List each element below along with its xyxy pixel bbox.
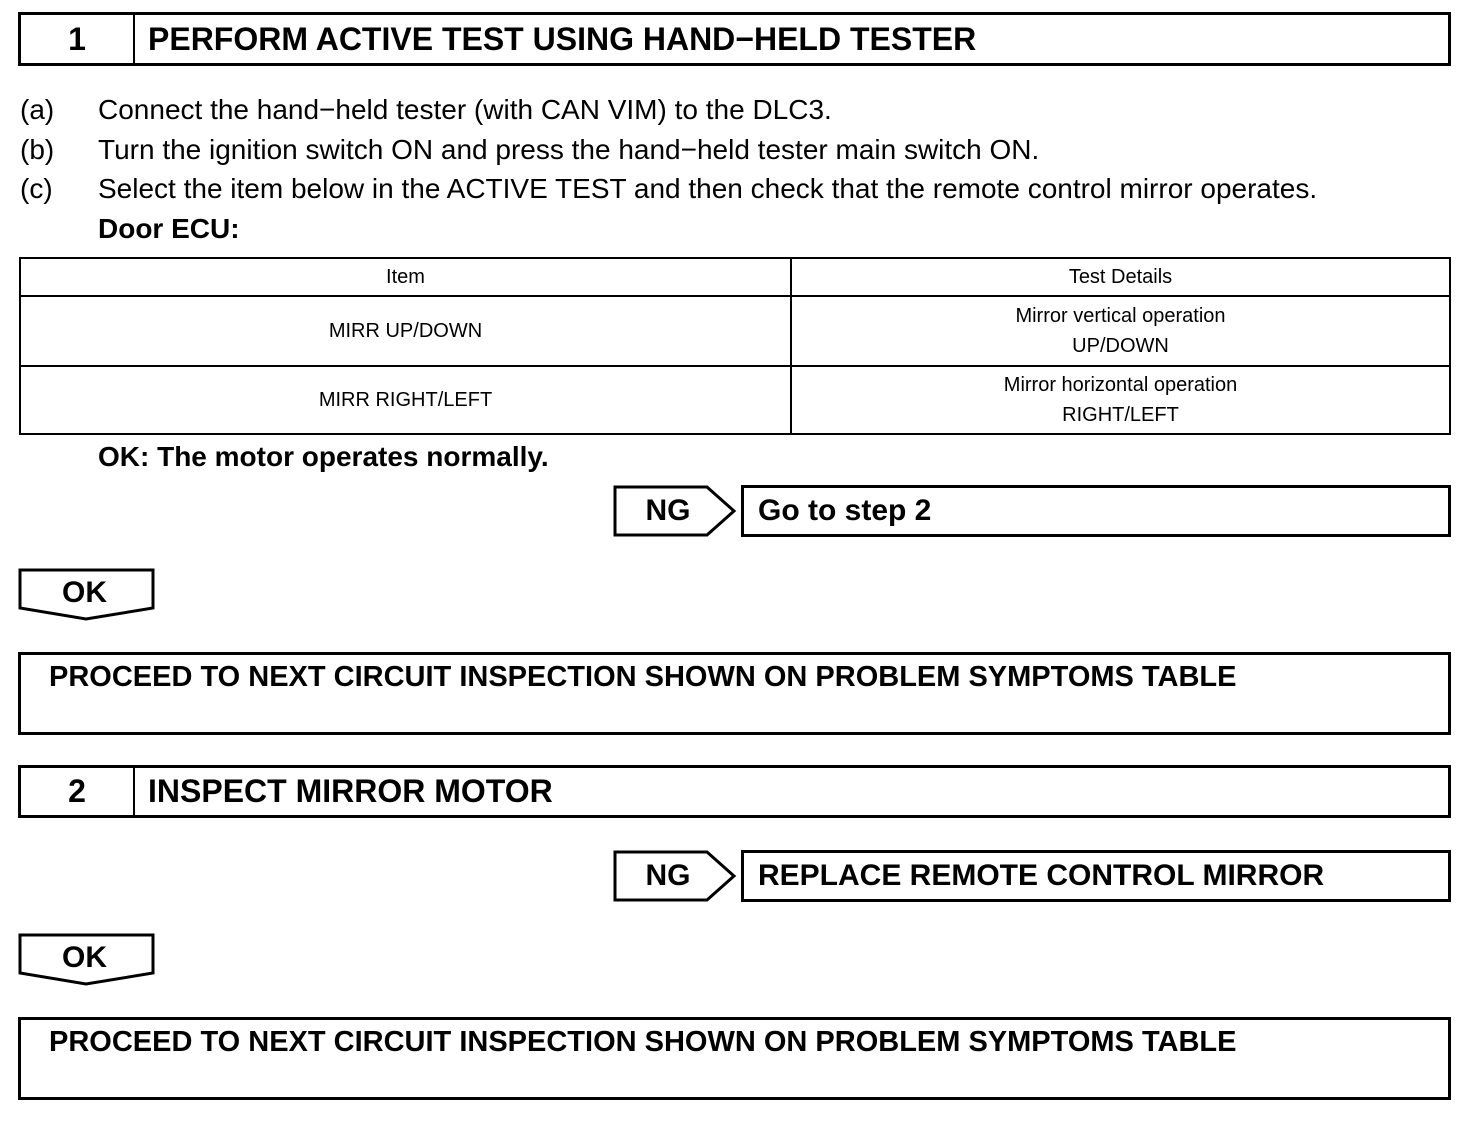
- step-1-number: 1: [21, 15, 135, 63]
- instruction-b-text: Turn the ignition switch ON and press the hand−held tester main switch ON.: [98, 134, 1040, 165]
- details-line-1: Mirror vertical operation: [1015, 305, 1226, 327]
- ok-criteria: OK: The motor operates normally.: [98, 441, 549, 472]
- step-2-ng-arrow: [613, 850, 738, 902]
- step-1-title: PERFORM ACTIVE TEST USING HAND−HELD TESTER: [148, 20, 977, 57]
- instruction-c-label: (c): [20, 173, 53, 204]
- table-caption: Door ECU:: [98, 213, 240, 244]
- instruction-c-text: Select the item below in the ACTIVE TEST and then check that the remote control mirror operates.: [98, 173, 1318, 204]
- step-2-ng-label: NG: [645, 859, 691, 892]
- step-2-header: [18, 765, 1451, 818]
- step-1-ok-result: PROCEED TO NEXT CIRCUIT INSPECTION SHOWN ON PROBLEM SYMPTOMS TABLE: [18, 652, 1451, 735]
- step-2-ok-result: PROCEED TO NEXT CIRCUIT INSPECTION SHOWN ON PROBLEM SYMPTOMS TABLE: [18, 1017, 1451, 1100]
- instruction-a: [20, 96, 832, 124]
- details-line-2: UP/DOWN: [1072, 335, 1169, 357]
- table-header-item: Item: [20, 258, 791, 296]
- instruction-a-text: Connect the hand−held tester (with CAN VIM) to the DLC3.: [98, 94, 832, 125]
- details-line-1: Mirror horizontal operation: [1003, 374, 1238, 396]
- step-1-ok-label: OK: [62, 576, 107, 609]
- table-cell-details: [791, 366, 1450, 434]
- step-1-ok-arrow: [18, 568, 156, 621]
- step-1-ng-arrow: [613, 485, 738, 537]
- table-cell-details: [791, 296, 1450, 366]
- step-2-title: INSPECT MIRROR MOTOR: [148, 773, 553, 809]
- instruction-c: [20, 175, 1317, 203]
- step-2-ok-arrow: [18, 933, 156, 986]
- instruction-b: [20, 136, 1039, 164]
- step-1-ng-label: NG: [645, 494, 691, 527]
- instruction-a-label: (a): [20, 94, 55, 125]
- step-2-number: 2: [21, 768, 135, 815]
- table-header-test-details: Test Details: [791, 258, 1450, 296]
- step-1-header: [18, 12, 1451, 66]
- table-cell-item: MIRR UP/DOWN: [20, 296, 791, 366]
- step-2-ng-result: REPLACE REMOTE CONTROL MIRROR: [741, 850, 1451, 902]
- step-1-ng-result: Go to step 2: [741, 485, 1451, 537]
- step-2-ok-label: OK: [62, 941, 107, 974]
- active-test-table: [19, 257, 1451, 433]
- instruction-b-label: (b): [20, 134, 55, 165]
- table-row: [20, 296, 1450, 366]
- table-cell-item: MIRR RIGHT/LEFT: [20, 366, 791, 434]
- details-line-2: RIGHT/LEFT: [1062, 404, 1179, 426]
- table-row: [20, 366, 1450, 434]
